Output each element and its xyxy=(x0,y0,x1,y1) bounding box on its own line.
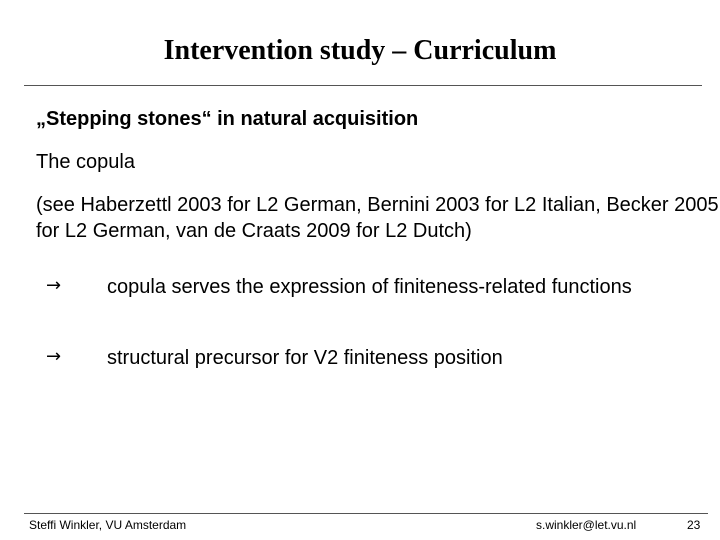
page-number: 23 xyxy=(687,518,701,532)
section-heading: „Stepping stones“ in natural acquisition xyxy=(36,108,419,130)
references-text: (see Haberzettl 2003 for L2 German, Bernini 2003 for L2 Italian, Becker 2005 for L2 German, van de Craats 2009 for L2 Dutch) xyxy=(36,194,719,242)
title-divider xyxy=(24,85,702,86)
footer-divider xyxy=(24,513,708,514)
footer-email: s.winkler@let.vu.nl xyxy=(536,518,637,532)
bullet-item: copula serves the expression of finiteness-related functions xyxy=(107,276,632,298)
arrow-bullet-icon: → xyxy=(46,346,62,367)
slide-title: Intervention study – Curriculum xyxy=(163,35,557,66)
footer-author: Steffi Winkler, VU Amsterdam xyxy=(29,518,187,532)
bullet-item: structural precursor for V2 finiteness position xyxy=(107,347,503,369)
arrow-bullet-icon: → xyxy=(46,275,62,296)
topic-line: The copula xyxy=(36,151,135,173)
